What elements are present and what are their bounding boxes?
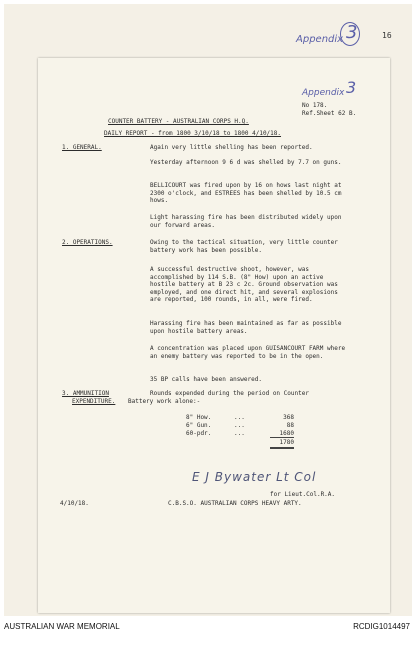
- archive-mount: [4, 4, 412, 616]
- ammunition-total: 1780: [279, 439, 294, 446]
- footer-identifier: RCDIG1014497: [353, 622, 410, 631]
- handwritten-signature: E J Bywater Lt Col: [192, 470, 317, 484]
- ammunition-row: [186, 430, 294, 437]
- ammunition-row-label: 8" How.: [186, 414, 212, 421]
- appendix-number: 3: [346, 78, 357, 97]
- report-period: DAILY REPORT - from 1800 3/10/18 to 1800 4/10/18.: [104, 130, 282, 137]
- appendix-number-top: 3: [346, 22, 358, 43]
- section-operations-heading: 2. OPERATIONS.: [62, 239, 113, 246]
- general-paragraph-1: Again very little shelling has been reported.: [150, 144, 313, 151]
- ammunition-row-value: 88: [286, 422, 294, 429]
- page-number: 16: [382, 31, 392, 40]
- general-paragraph-2: Yesterday afternoon 9 6 d was shelled by 7.7 on guns.: [150, 159, 342, 166]
- ammunition-intro-1: Rounds expended during the period on Counter: [150, 390, 309, 397]
- appendix-annotation-top: Appendix: [296, 34, 344, 45]
- general-paragraph-4: Light harassing fire has been distributed widely upon our forward areas.: [150, 214, 342, 229]
- report-title: COUNTER BATTERY - AUSTRALIAN CORPS H.Q.: [108, 118, 249, 125]
- ammunition-row-value: 1680: [279, 430, 294, 437]
- operations-paragraph-3: Harassing fire has been maintained as far as possible upon hostile battery areas.: [150, 320, 342, 335]
- section-general-heading: 1. GENERAL.: [62, 144, 102, 151]
- report-date: 4/10/18.: [60, 500, 89, 507]
- report-sheet: [38, 58, 390, 613]
- reference-number: No 178.: [302, 102, 328, 109]
- appendix-circle-top: [340, 22, 360, 46]
- operations-paragraph-1: Owing to the tactical situation, very little counter battery work has been possible.: [150, 239, 338, 254]
- section-ammunition-heading: 3. AMMUNITION: [62, 390, 109, 397]
- section-expenditure-heading: EXPENDITURE.: [72, 398, 116, 405]
- appendix-annotation: Appendix: [302, 88, 345, 98]
- operations-paragraph-2: A successful destructive shoot, however, was accomplished by 114 S.B. (8" How) upon an active hostile battery at B 23 c 2c. Ground observation was employed, and one direct hit, and several explosions are reported, 100 rounds, in all, were fired.: [150, 266, 338, 303]
- reference-sheet: Ref.Sheet 62 B.: [302, 110, 357, 117]
- operations-paragraph-5: 35 BP calls have been answered.: [150, 376, 262, 383]
- ammunition-row-dots: ...: [234, 422, 245, 429]
- ammunition-row-label: 6" Gun.: [186, 422, 212, 429]
- ammunition-row-dots: ...: [234, 430, 245, 437]
- ammunition-row-label: 60-pdr.: [186, 430, 212, 437]
- signature-block: C.B.S.O. AUSTRALIAN CORPS HEAVY ARTY.: [168, 500, 302, 507]
- ammunition-row-dots: ...: [234, 414, 245, 421]
- general-paragraph-3: BELLICOURT was fired upon by 16 on hows last night at 2300 o'clock, and ESTREES has been shelled by 10.5 cm hows.: [150, 182, 342, 204]
- ammunition-intro-2: Battery work alone:-: [128, 398, 201, 405]
- ammunition-row: [186, 422, 294, 429]
- ammunition-row: [186, 414, 294, 421]
- signer-rank: for Lieut.Col.R.A.: [270, 491, 336, 498]
- footer-source: AUSTRALIAN WAR MEMORIAL: [4, 622, 120, 631]
- ammunition-total-double-rule: [270, 447, 294, 449]
- ammunition-total-rule: [270, 437, 294, 438]
- operations-paragraph-4: A concentration was placed upon GUISANCOURT FARM where an enemy battery was reported to be in the open.: [150, 345, 346, 360]
- ammunition-row-value: 368: [283, 414, 294, 421]
